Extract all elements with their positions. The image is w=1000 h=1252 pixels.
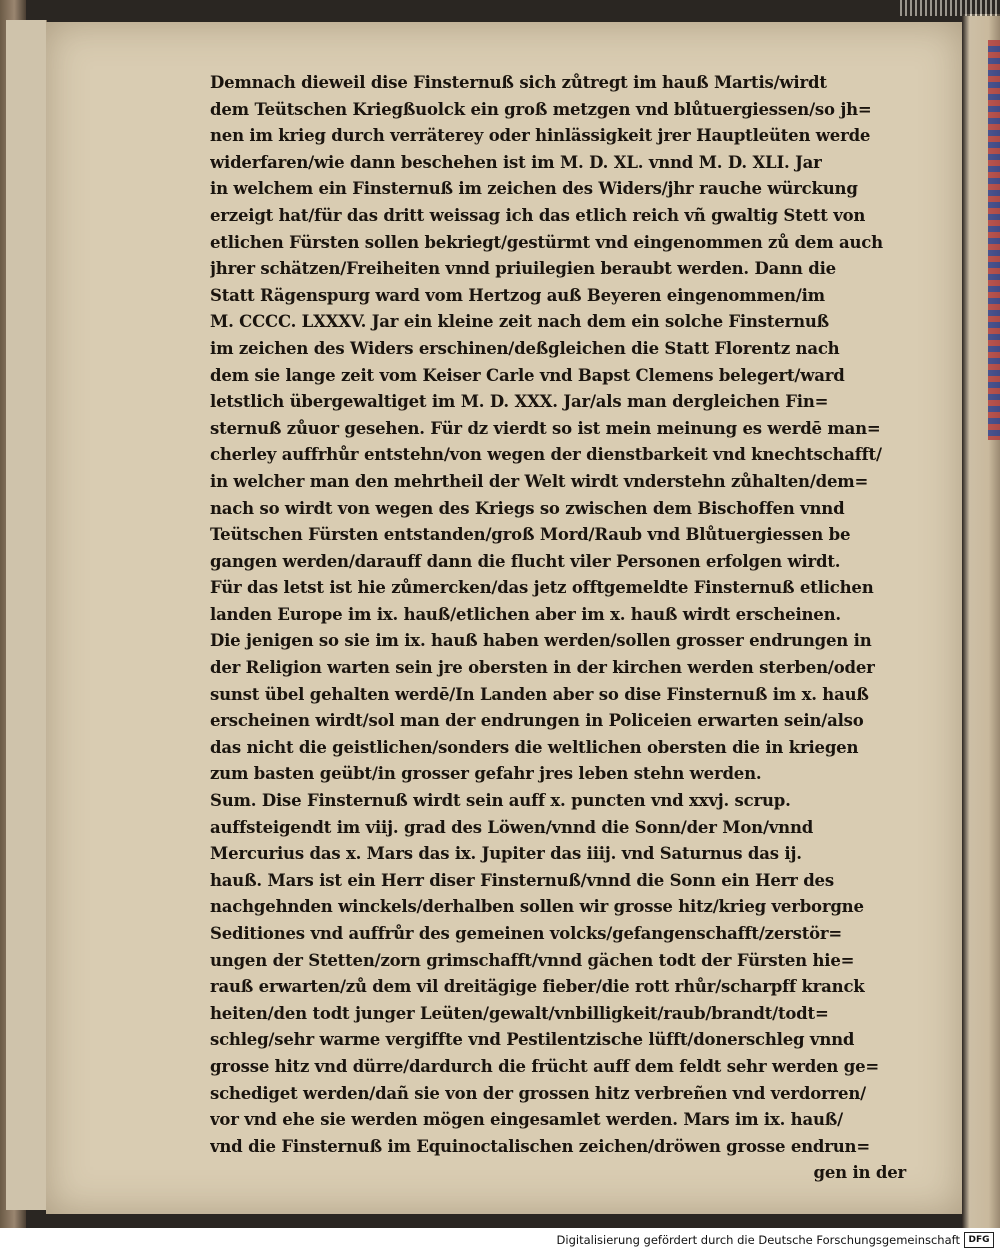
text-line: schediget werden/dañ sie von der grossen hitz verbreñen vnd verdorren/ bbox=[210, 1083, 866, 1103]
dfg-logo: DFG bbox=[964, 1232, 994, 1248]
funding-credit: Digitalisierung gefördert durch die Deutsche Forschungsgemeinschaft bbox=[556, 1233, 960, 1247]
color-calibration-strip bbox=[988, 40, 1000, 440]
left-page-edge bbox=[6, 20, 47, 1210]
text-line: Statt Rägenspurg ward vom Hertzog auß Beyeren eingenommen/im bbox=[210, 285, 825, 305]
text-line: rauß erwarten/zů dem vil dreitägige fieber/die rott rhůr/scharpff kranck bbox=[210, 977, 865, 997]
text-line: nach so wirdt von wegen des Kriegs so zwischen dem Bischoffen vnnd bbox=[210, 498, 845, 518]
text-line: Mercurius das x. Mars das ix. Jupiter das iiij. vnd Saturnus das ij. bbox=[210, 844, 802, 864]
text-line: der Religion warten sein jre obersten in der kirchen werden sterben/oder bbox=[210, 658, 875, 678]
text-line: landen Europe im ix. hauß/etlichen aber im x. hauß wirdt erscheinen. bbox=[210, 604, 841, 624]
text-line: sunst übel gehalten werdē/In Landen aber so dise Finsternuß im x. hauß bbox=[210, 684, 869, 704]
text-line: Seditiones vnd auffrůr des gemeinen volcks/gefangenschafft/zerstör= bbox=[210, 924, 843, 943]
catchword: gen in der bbox=[813, 1163, 906, 1183]
text-line: auffsteigendt im viij. grad des Löwen/vnnd die Sonn/der Mon/vnnd bbox=[210, 817, 814, 837]
text-line: nachgehnden winckels/derhalben sollen wir grosse hitz/krieg verborgne bbox=[210, 897, 864, 917]
text-line: schleg/sehr warme vergiffte vnd Pestilentzische lüfft/donerschleg vnnd bbox=[210, 1030, 855, 1050]
text-line: dem Teütschen Kriegßuolck ein groß metzgen vnd blůtuergiessen/so jh= bbox=[210, 99, 872, 119]
text-line: im zeichen des Widers erschinen/deßgleichen die Statt Florentz nach bbox=[210, 338, 840, 358]
text-line: Demnach dieweil dise Finsternuß sich zůtregt im hauß Martis/wirdt bbox=[210, 73, 827, 92]
text-line: in welcher man den mehrtheil der Welt wirdt vnderstehn zůhalten/dem= bbox=[210, 471, 869, 491]
text-line: M. CCCC. LXXXV. Jar ein kleine zeit nach dem ein solche Finsternuß bbox=[210, 312, 830, 332]
text-line: das nicht die geistlichen/sonders die weltlichen obersten die in kriegen bbox=[210, 737, 859, 757]
text-line: erzeigt hat/für das dritt weissag ich das etlich reich vñ gwaltig Stett von bbox=[210, 205, 866, 225]
text-line: erscheinen wirdt/sol man der endrungen in Policeien erwarten sein/also bbox=[210, 711, 864, 731]
text-line: ungen der Stetten/zorn grimschafft/vnnd gächen todt der Fürsten hie= bbox=[210, 950, 855, 970]
text-line: letstlich übergewaltiget im M. D. XXX. Jar/als man dergleichen Fin= bbox=[210, 392, 829, 412]
text-line: zum basten geübt/in grosser gefahr jres leben stehn werden. bbox=[210, 764, 762, 784]
text-line: grosse hitz vnd dürre/dardurch die frücht auff dem feldt sehr werden ge= bbox=[210, 1056, 880, 1076]
text-line: gangen werden/darauff dann die flucht viler Personen erfolgen wirdt. bbox=[210, 551, 841, 571]
text-line: in welchem ein Finsternuß im zeichen des Widers/jhr rauche würckung bbox=[210, 179, 858, 199]
text-line: Die jenigen so sie im ix. hauß haben werden/sollen grosser endrungen in bbox=[210, 631, 872, 651]
text-line: jhrer schätzen/Freiheiten vnnd priuilegien beraubt werden. Dann die bbox=[210, 259, 836, 279]
text-line: sternuß zůuor gesehen. Für dz vierdt so ist mein meinung es werdē man= bbox=[210, 418, 881, 438]
text-line: cherley auffrhůr entstehn/von wegen der dienstbarkeit vnd knechtschafft/ bbox=[210, 445, 882, 465]
text-line: vnd die Finsternuß im Equinoctalischen zeichen/dröwen grosse endrun= bbox=[210, 1136, 870, 1156]
footer-bar bbox=[0, 1228, 1000, 1252]
text-line: Sum. Dise Finsternuß wirdt sein auff x. puncten vnd xxvj. scrup. bbox=[210, 791, 791, 811]
text-line: nen im krieg durch verräterey oder hinlässigkeit jrer Hauptleüten werde bbox=[210, 126, 871, 146]
text-line: widerfaren/wie dann beschehen ist im M. D. XL. vnnd M. D. XLI. Jar bbox=[210, 152, 822, 172]
text-line: dem sie lange zeit vom Keiser Carle vnd Bapst Clemens belegert/ward bbox=[210, 365, 845, 385]
page-text bbox=[210, 70, 910, 1187]
text-line: etlichen Fürsten sollen bekriegt/gestürmt vnd eingenommen zů dem auch bbox=[210, 232, 883, 252]
text-line: vor vnd ehe sie werden mögen eingesamlet werden. Mars im ix. hauß/ bbox=[210, 1110, 843, 1130]
text-line: Teütschen Fürsten entstanden/groß Mord/Raub vnd Blůtuergiessen be bbox=[210, 525, 851, 545]
text-line: heiten/den todt junger Leüten/gewalt/vnbilligkeit/raub/brandt/todt= bbox=[210, 1003, 829, 1023]
text-line: Für das letst ist hie zůmercken/das jetz offtgemeldte Finsternuß etlichen bbox=[210, 578, 874, 598]
text-line: hauß. Mars ist ein Herr diser Finsternuß/vnnd die Sonn ein Herr des bbox=[210, 870, 834, 890]
ruler-marks bbox=[900, 0, 1000, 16]
